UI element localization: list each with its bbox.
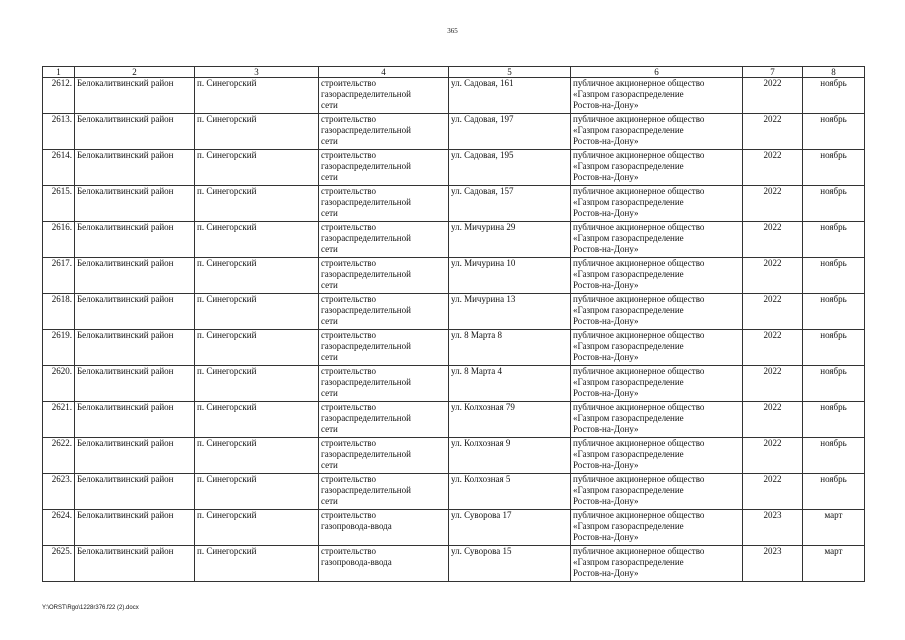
address-cell: ул. Мичурина 10 bbox=[449, 258, 571, 294]
month-cell: ноябрь bbox=[803, 150, 865, 186]
settlement-cell: п. Синегорский bbox=[195, 150, 319, 186]
month-cell: ноябрь bbox=[803, 78, 865, 114]
organization-cell-line: Ростов-на-Дону» bbox=[573, 496, 639, 506]
year-cell: 2022 bbox=[743, 366, 803, 402]
organization-cell bbox=[571, 150, 743, 186]
organization-cell bbox=[571, 546, 743, 582]
organization-cell-line: «Газпром газораспределение bbox=[573, 341, 684, 351]
settlement-cell: п. Синегорский bbox=[195, 438, 319, 474]
schedule-table bbox=[42, 66, 865, 582]
organization-cell-line: публичное акционерное общество bbox=[573, 510, 705, 520]
work-type-cell-line: газопровода-ввода bbox=[321, 557, 392, 567]
organization-cell bbox=[571, 330, 743, 366]
organization-cell-line: «Газпром газораспределение bbox=[573, 521, 684, 531]
year-cell: 2022 bbox=[743, 78, 803, 114]
year-cell: 2022 bbox=[743, 330, 803, 366]
organization-cell-line: публичное акционерное общество bbox=[573, 186, 705, 196]
organization-cell bbox=[571, 258, 743, 294]
organization-cell bbox=[571, 402, 743, 438]
work-type-cell-line: строительство bbox=[321, 402, 376, 412]
row-number-cell: 2621. bbox=[43, 402, 75, 438]
work-type-cell-line: газораспределительной bbox=[321, 161, 411, 171]
organization-cell-line: Ростов-на-Дону» bbox=[573, 244, 639, 254]
work-type-cell-line: сети bbox=[321, 208, 338, 218]
work-type-cell bbox=[319, 510, 449, 546]
address-cell: ул. 8 Марта 4 bbox=[449, 366, 571, 402]
organization-cell-line: «Газпром газораспределение bbox=[573, 377, 684, 387]
table-row bbox=[43, 78, 865, 114]
work-type-cell-line: газораспределительной bbox=[321, 377, 411, 387]
year-cell: 2022 bbox=[743, 222, 803, 258]
district-cell: Белокалитвинский район bbox=[75, 114, 195, 150]
work-type-cell-line: сети bbox=[321, 244, 338, 254]
row-number-cell: 2619. bbox=[43, 330, 75, 366]
organization-cell bbox=[571, 438, 743, 474]
organization-cell-line: публичное акционерное общество bbox=[573, 222, 705, 232]
work-type-cell-line: строительство bbox=[321, 150, 376, 160]
year-cell: 2022 bbox=[743, 186, 803, 222]
work-type-cell-line: сети bbox=[321, 424, 338, 434]
row-number-cell: 2616. bbox=[43, 222, 75, 258]
row-number-cell: 2622. bbox=[43, 438, 75, 474]
district-cell: Белокалитвинский район bbox=[75, 258, 195, 294]
work-type-cell-line: газораспределительной bbox=[321, 485, 411, 495]
organization-cell-line: Ростов-на-Дону» bbox=[573, 532, 639, 542]
work-type-cell-line: сети bbox=[321, 352, 338, 362]
district-cell: Белокалитвинский район bbox=[75, 474, 195, 510]
footer-file-path: Y:\ORST\Rgo\1228r376.f22 (2).docx bbox=[42, 605, 139, 611]
table-row bbox=[43, 510, 865, 546]
work-type-cell-line: строительство bbox=[321, 258, 376, 268]
column-header: 7 bbox=[743, 67, 803, 78]
work-type-cell-line: сети bbox=[321, 172, 338, 182]
organization-cell-line: «Газпром газораспределение bbox=[573, 269, 684, 279]
organization-cell-line: «Газпром газораспределение bbox=[573, 557, 684, 567]
work-type-cell bbox=[319, 366, 449, 402]
month-cell: ноябрь bbox=[803, 294, 865, 330]
organization-cell-line: «Газпром газораспределение bbox=[573, 413, 684, 423]
organization-cell bbox=[571, 366, 743, 402]
table-row bbox=[43, 294, 865, 330]
row-number-cell: 2625. bbox=[43, 546, 75, 582]
organization-cell-line: Ростов-на-Дону» bbox=[573, 172, 639, 182]
row-number-cell: 2613. bbox=[43, 114, 75, 150]
address-cell: ул. Суворова 15 bbox=[449, 546, 571, 582]
month-cell: ноябрь bbox=[803, 366, 865, 402]
work-type-cell bbox=[319, 78, 449, 114]
year-cell: 2023 bbox=[743, 510, 803, 546]
row-number-cell: 2623. bbox=[43, 474, 75, 510]
work-type-cell bbox=[319, 150, 449, 186]
work-type-cell-line: сети bbox=[321, 316, 338, 326]
work-type-cell-line: строительство bbox=[321, 330, 376, 340]
address-cell: ул. Колхозная 5 bbox=[449, 474, 571, 510]
organization-cell-line: Ростов-на-Дону» bbox=[573, 208, 639, 218]
settlement-cell: п. Синегорский bbox=[195, 78, 319, 114]
work-type-cell-line: строительство bbox=[321, 78, 376, 88]
year-cell: 2022 bbox=[743, 258, 803, 294]
organization-cell-line: публичное акционерное общество bbox=[573, 546, 705, 556]
work-type-cell-line: газораспределительной bbox=[321, 233, 411, 243]
organization-cell-line: Ростов-на-Дону» bbox=[573, 568, 639, 578]
district-cell: Белокалитвинский район bbox=[75, 510, 195, 546]
address-cell: ул. Садовая, 157 bbox=[449, 186, 571, 222]
work-type-cell-line: газораспределительной bbox=[321, 449, 411, 459]
work-type-cell-line: сети bbox=[321, 100, 338, 110]
work-type-cell-line: газопровода-ввода bbox=[321, 521, 392, 531]
row-number-cell: 2615. bbox=[43, 186, 75, 222]
district-cell: Белокалитвинский район bbox=[75, 438, 195, 474]
column-header: 2 bbox=[75, 67, 195, 78]
settlement-cell: п. Синегорский bbox=[195, 510, 319, 546]
work-type-cell-line: газораспределительной bbox=[321, 89, 411, 99]
address-cell: ул. Мичурина 29 bbox=[449, 222, 571, 258]
organization-cell-line: публичное акционерное общество bbox=[573, 438, 705, 448]
month-cell: ноябрь bbox=[803, 438, 865, 474]
organization-cell-line: «Газпром газораспределение bbox=[573, 233, 684, 243]
work-type-cell bbox=[319, 294, 449, 330]
district-cell: Белокалитвинский район bbox=[75, 366, 195, 402]
organization-cell-line: «Газпром газораспределение bbox=[573, 449, 684, 459]
organization-cell-line: публичное акционерное общество bbox=[573, 402, 705, 412]
organization-cell bbox=[571, 222, 743, 258]
settlement-cell: п. Синегорский bbox=[195, 258, 319, 294]
row-number-cell: 2624. bbox=[43, 510, 75, 546]
table-row bbox=[43, 366, 865, 402]
settlement-cell: п. Синегорский bbox=[195, 294, 319, 330]
address-cell: ул. 8 Марта 8 bbox=[449, 330, 571, 366]
organization-cell-line: «Газпром газораспределение bbox=[573, 125, 684, 135]
column-header: 5 bbox=[449, 67, 571, 78]
settlement-cell: п. Синегорский bbox=[195, 474, 319, 510]
work-type-cell bbox=[319, 474, 449, 510]
work-type-cell-line: сети bbox=[321, 460, 338, 470]
month-cell: ноябрь bbox=[803, 258, 865, 294]
column-header: 8 bbox=[803, 67, 865, 78]
organization-cell-line: Ростов-на-Дону» bbox=[573, 316, 639, 326]
work-type-cell-line: строительство bbox=[321, 438, 376, 448]
work-type-cell-line: газораспределительной bbox=[321, 413, 411, 423]
organization-cell-line: Ростов-на-Дону» bbox=[573, 136, 639, 146]
work-type-cell bbox=[319, 186, 449, 222]
work-type-cell bbox=[319, 438, 449, 474]
district-cell: Белокалитвинский район bbox=[75, 186, 195, 222]
table-row bbox=[43, 474, 865, 510]
settlement-cell: п. Синегорский bbox=[195, 222, 319, 258]
month-cell: ноябрь bbox=[803, 114, 865, 150]
month-cell: ноябрь bbox=[803, 402, 865, 438]
month-cell: ноябрь bbox=[803, 222, 865, 258]
address-cell: ул. Суворова 17 bbox=[449, 510, 571, 546]
organization-cell-line: публичное акционерное общество bbox=[573, 258, 705, 268]
work-type-cell-line: сети bbox=[321, 280, 338, 290]
work-type-cell-line: газораспределительной bbox=[321, 341, 411, 351]
work-type-cell bbox=[319, 402, 449, 438]
month-cell: ноябрь bbox=[803, 474, 865, 510]
month-cell: ноябрь bbox=[803, 186, 865, 222]
organization-cell-line: «Газпром газораспределение bbox=[573, 305, 684, 315]
year-cell: 2023 bbox=[743, 546, 803, 582]
month-cell: март bbox=[803, 510, 865, 546]
month-cell: ноябрь bbox=[803, 330, 865, 366]
organization-cell-line: Ростов-на-Дону» bbox=[573, 100, 639, 110]
year-cell: 2022 bbox=[743, 114, 803, 150]
district-cell: Белокалитвинский район bbox=[75, 222, 195, 258]
column-header: 4 bbox=[319, 67, 449, 78]
organization-cell-line: «Газпром газораспределение bbox=[573, 197, 684, 207]
year-cell: 2022 bbox=[743, 474, 803, 510]
table-row bbox=[43, 222, 865, 258]
settlement-cell: п. Синегорский bbox=[195, 114, 319, 150]
district-cell: Белокалитвинский район bbox=[75, 294, 195, 330]
column-header: 1 bbox=[43, 67, 75, 78]
work-type-cell-line: строительство bbox=[321, 510, 376, 520]
organization-cell-line: «Газпром газораспределение bbox=[573, 485, 684, 495]
table-row bbox=[43, 258, 865, 294]
settlement-cell: п. Синегорский bbox=[195, 402, 319, 438]
organization-cell-line: Ростов-на-Дону» bbox=[573, 352, 639, 362]
settlement-cell: п. Синегорский bbox=[195, 546, 319, 582]
work-type-cell-line: строительство bbox=[321, 186, 376, 196]
work-type-cell bbox=[319, 330, 449, 366]
work-type-cell bbox=[319, 546, 449, 582]
month-cell: март bbox=[803, 546, 865, 582]
district-cell: Белокалитвинский район bbox=[75, 546, 195, 582]
district-cell: Белокалитвинский район bbox=[75, 330, 195, 366]
address-cell: ул. Колхозная 9 bbox=[449, 438, 571, 474]
district-cell: Белокалитвинский район bbox=[75, 150, 195, 186]
address-cell: ул. Колхозная 79 bbox=[449, 402, 571, 438]
row-number-cell: 2620. bbox=[43, 366, 75, 402]
organization-cell bbox=[571, 114, 743, 150]
table-row bbox=[43, 330, 865, 366]
address-cell: ул. Мичурина 13 bbox=[449, 294, 571, 330]
organization-cell-line: Ростов-на-Дону» bbox=[573, 388, 639, 398]
row-number-cell: 2617. bbox=[43, 258, 75, 294]
organization-cell-line: «Газпром газораспределение bbox=[573, 89, 684, 99]
work-type-cell-line: строительство bbox=[321, 474, 376, 484]
table-row bbox=[43, 438, 865, 474]
organization-cell-line: Ростов-на-Дону» bbox=[573, 460, 639, 470]
row-number-cell: 2618. bbox=[43, 294, 75, 330]
organization-cell-line: публичное акционерное общество bbox=[573, 330, 705, 340]
year-cell: 2022 bbox=[743, 438, 803, 474]
table-row bbox=[43, 186, 865, 222]
organization-cell bbox=[571, 510, 743, 546]
work-type-cell-line: газораспределительной bbox=[321, 269, 411, 279]
organization-cell bbox=[571, 294, 743, 330]
organization-cell bbox=[571, 78, 743, 114]
work-type-cell-line: строительство bbox=[321, 222, 376, 232]
organization-cell-line: публичное акционерное общество bbox=[573, 366, 705, 376]
settlement-cell: п. Синегорский bbox=[195, 186, 319, 222]
organization-cell-line: публичное акционерное общество bbox=[573, 294, 705, 304]
organization-cell-line: публичное акционерное общество bbox=[573, 78, 705, 88]
district-cell: Белокалитвинский район bbox=[75, 402, 195, 438]
organization-cell-line: Ростов-на-Дону» bbox=[573, 424, 639, 434]
year-cell: 2022 bbox=[743, 150, 803, 186]
organization-cell bbox=[571, 474, 743, 510]
work-type-cell-line: сети bbox=[321, 388, 338, 398]
organization-cell-line: Ростов-на-Дону» bbox=[573, 280, 639, 290]
work-type-cell-line: газораспределительной bbox=[321, 305, 411, 315]
work-type-cell-line: строительство bbox=[321, 294, 376, 304]
settlement-cell: п. Синегорский bbox=[195, 330, 319, 366]
district-cell: Белокалитвинский район bbox=[75, 78, 195, 114]
work-type-cell-line: строительство bbox=[321, 114, 376, 124]
column-header: 6 bbox=[571, 67, 743, 78]
organization-cell-line: «Газпром газораспределение bbox=[573, 161, 684, 171]
address-cell: ул. Садовая, 195 bbox=[449, 150, 571, 186]
work-type-cell-line: сети bbox=[321, 136, 338, 146]
address-cell: ул. Садовая, 197 bbox=[449, 114, 571, 150]
organization-cell-line: публичное акционерное общество bbox=[573, 474, 705, 484]
settlement-cell: п. Синегорский bbox=[195, 366, 319, 402]
table-header-row bbox=[43, 67, 865, 78]
work-type-cell bbox=[319, 114, 449, 150]
address-cell: ул. Садовая, 161 bbox=[449, 78, 571, 114]
organization-cell-line: публичное акционерное общество bbox=[573, 114, 705, 124]
work-type-cell-line: сети bbox=[321, 496, 338, 506]
work-type-cell bbox=[319, 258, 449, 294]
column-header: 3 bbox=[195, 67, 319, 78]
work-type-cell bbox=[319, 222, 449, 258]
table-row bbox=[43, 114, 865, 150]
work-type-cell-line: строительство bbox=[321, 546, 376, 556]
page-number: 365 bbox=[447, 27, 458, 35]
table-body bbox=[43, 78, 865, 582]
row-number-cell: 2612. bbox=[43, 78, 75, 114]
organization-cell bbox=[571, 186, 743, 222]
work-type-cell-line: строительство bbox=[321, 366, 376, 376]
year-cell: 2022 bbox=[743, 402, 803, 438]
table-row bbox=[43, 402, 865, 438]
work-type-cell-line: газораспределительной bbox=[321, 197, 411, 207]
table-row bbox=[43, 546, 865, 582]
organization-cell-line: публичное акционерное общество bbox=[573, 150, 705, 160]
table-row bbox=[43, 150, 865, 186]
year-cell: 2022 bbox=[743, 294, 803, 330]
row-number-cell: 2614. bbox=[43, 150, 75, 186]
work-type-cell-line: газораспределительной bbox=[321, 125, 411, 135]
